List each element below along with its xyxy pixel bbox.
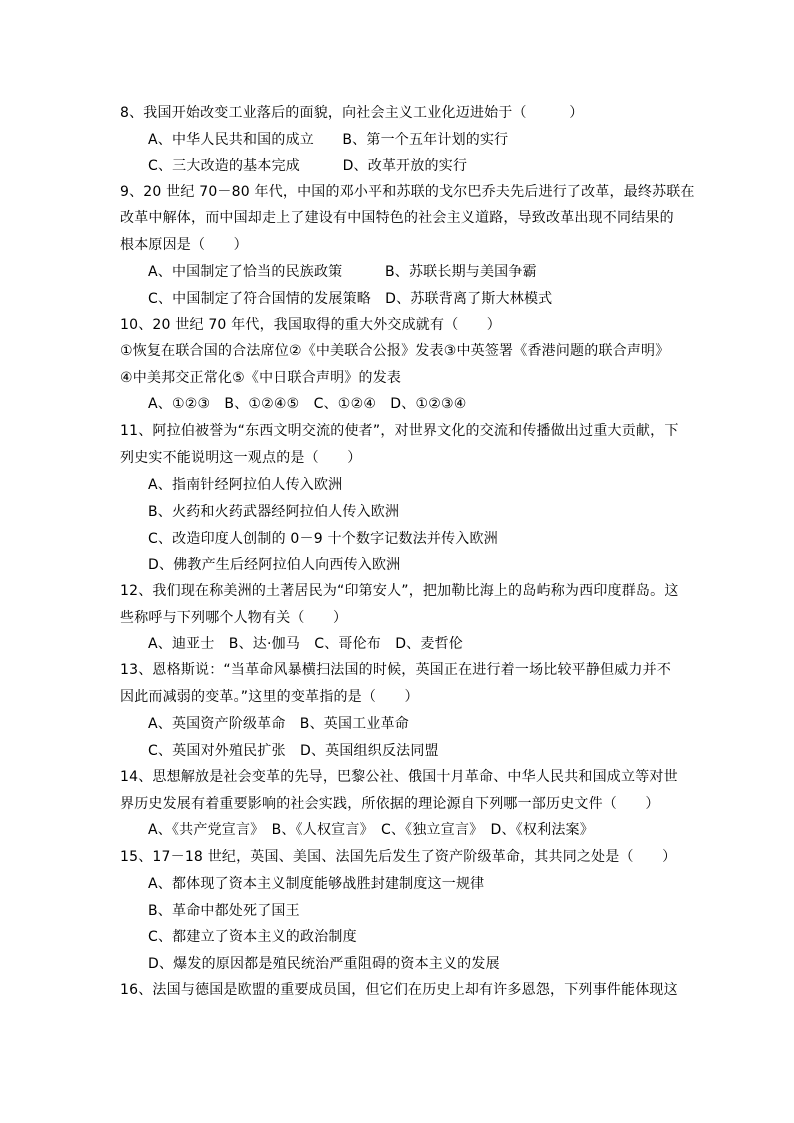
question-12-stem-line-1: 12、我们现在称美洲的土著居民为“印第安人”，把加勒比海上的岛屿称为西印度群岛。这: [120, 583, 679, 599]
question-10-stem-line-3: ④中美邦交正常化⑤《中日联合声明》的发表: [120, 370, 402, 386]
question-9-stem-line-1: 9、20 世纪 70－80 年代，中国的邓小平和苏联的戈尔巴乔夫先后进行了改革，最终苏联在: [120, 184, 695, 200]
question-13-option-line-2: C、英国对外殖民扩张 D、英国组织反法同盟: [148, 743, 439, 759]
question-13-stem-line-1: 13、恩格斯说：“当革命风暴横扫法国的时候，英国正在进行着一场比较平静但威力并不: [120, 662, 672, 678]
question-11-option-b: B、火药和火药武器经阿拉伯人传入欧洲: [148, 504, 400, 520]
question-8-stem: 8、我国开始改变工业落后的面貌，向社会主义工业化迈进始于（ ）: [120, 105, 584, 121]
question-11-option-c: C、改造印度人创制的 0－9 十个数字记数法并传入欧洲: [148, 531, 498, 547]
question-11-option-a: A、指南针经阿拉伯人传入欧洲: [148, 477, 343, 493]
question-10-option-line-1: A、①②③ B、①②④⑤ C、①②④ D、①②③④: [148, 396, 467, 412]
question-14-option-line-1: A、《共产党宣言》 B、《人权宣言》 C、《独立宣言》 D、《权利法案》: [148, 822, 594, 838]
question-10-stem-line-1: 10、20 世纪 70 年代，我国取得的重大外交成就有（ ）: [120, 317, 501, 333]
question-14-stem-line-1: 14、思想解放是社会变革的先导，巴黎公社、俄国十月革命、中华人民共和国成立等对世: [120, 769, 678, 785]
question-15-option-c: C、都建立了资本主义的政治制度: [148, 929, 357, 945]
question-8-option-line-2: C、三大改造的基本完成 D、改革开放的实行: [148, 158, 468, 174]
question-12-stem-line-2: 些称呼与下列哪个人物有关（ ）: [120, 610, 348, 626]
question-11-option-d: D、佛教产生后经阿拉伯人向西传入欧洲: [148, 557, 401, 573]
question-13-stem-line-2: 因此而减弱的变革。”这里的变革指的是（ ）: [120, 689, 419, 705]
question-15-option-a: A、都体现了资本主义制度能够战胜封建制度这一规律: [148, 876, 485, 892]
question-8-option-line-1: A、中华人民共和国的成立 B、第一个五年计划的实行: [148, 132, 509, 148]
question-9-option-line-2: C、中国制定了符合国情的发展策略 D、苏联背离了斯大林模式: [148, 291, 553, 307]
question-15-stem-line-1: 15、17－18 世纪，英国、美国、法国先后发生了资产阶级革命，其共同之处是（ ）: [120, 849, 677, 865]
question-14-stem-line-2: 界历史发展有着重要影响的社会实践，所依据的理论源自下列哪一部历史文件（ ）: [120, 796, 660, 812]
question-13-option-line-1: A、英国资产阶级革命 B、英国工业革命: [148, 716, 409, 732]
question-11-stem-line-2: 列史实不能说明这一观点的是（ ）: [120, 450, 362, 466]
question-9-stem-line-3: 根本原因是（ ）: [120, 237, 248, 253]
question-11-stem-line-1: 11、阿拉伯被誉为“东西文明交流的使者”，对世界文化的交流和传播做出过重大贡献，下: [120, 423, 679, 439]
question-10-stem-line-2: ①恢复在联合国的合法席位②《中美联合公报》发表③中英签署《香港问题的联合声明》: [120, 343, 670, 359]
question-9-option-line-1: A、中国制定了恰当的民族政策 B、苏联长期与美国争霸: [148, 264, 537, 280]
question-15-option-d: D、爆发的原因都是殖民统治严重阻碍的资本主义的发展: [148, 956, 500, 972]
question-15-option-b: B、革命中都处死了国王: [148, 903, 300, 919]
question-9-stem-line-2: 改革中解体，而中国却走上了建设有中国特色的社会主义道路，导致改革出现不同结果的: [120, 210, 674, 226]
question-12-option-line-1: A、迪亚士 B、达·伽马 C、哥伦布 D、麦哲伦: [148, 636, 463, 652]
question-16-stem-line-1: 16、法国与德国是欧盟的重要成员国，但它们在历史上却有许多恩怨，下列事件能体现这: [120, 982, 678, 998]
